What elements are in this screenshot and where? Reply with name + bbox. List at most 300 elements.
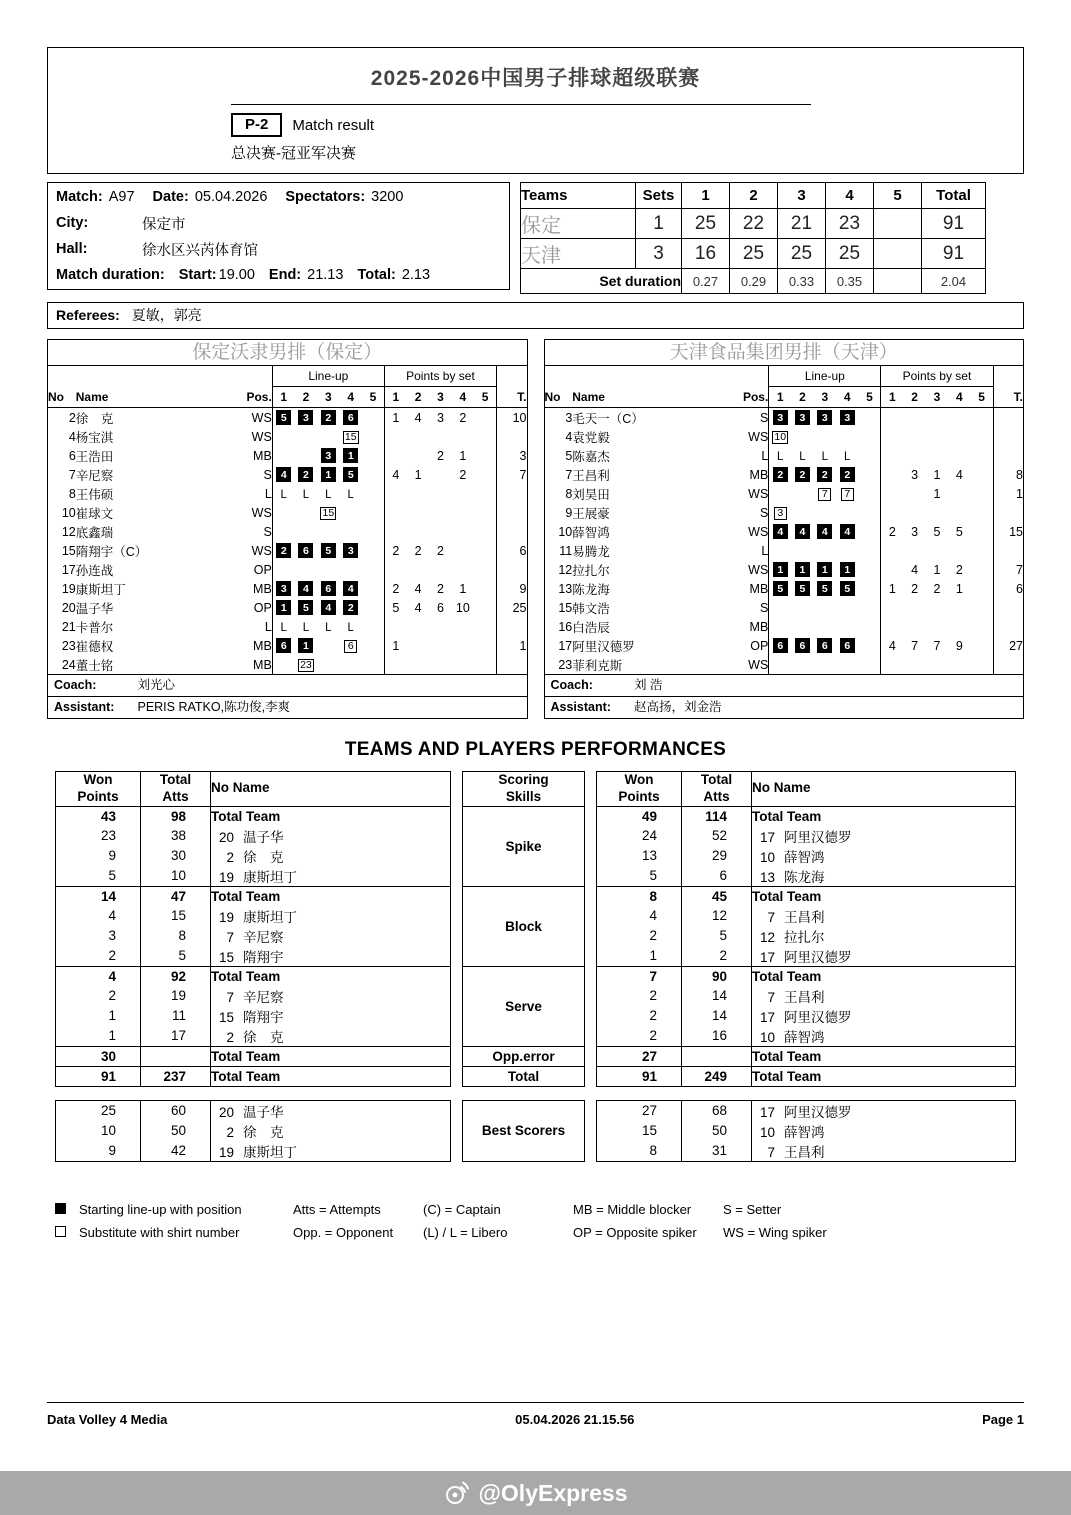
lineup-cell (362, 541, 384, 560)
points-by-set-cell (971, 598, 993, 617)
points-total-cell (497, 617, 527, 636)
points-by-set-cell (407, 617, 429, 636)
spacer (585, 926, 597, 946)
set-duration-value (874, 269, 922, 294)
lineup-cell (295, 427, 317, 446)
lineup-cell (317, 560, 339, 579)
away-total-atts: 114 (682, 806, 752, 826)
results-team-row (521, 239, 986, 269)
away-won-points: 27 (597, 1100, 682, 1121)
libero-marker: L (347, 621, 354, 634)
home-player-cell: Total Team (211, 806, 451, 826)
lineup-cell (769, 446, 791, 465)
points-by-set-cell (948, 408, 970, 428)
substitution-marker: 7 (818, 488, 831, 501)
coach-label: Coach: (550, 678, 593, 692)
starting-position-marker: 4 (795, 524, 810, 539)
spacer (585, 1006, 597, 1026)
player-name: 王伟硕 (75, 487, 114, 502)
team-title: 天津食品集团男排（天津） (545, 340, 1024, 366)
lineup-cell (791, 427, 813, 446)
away-total-atts: 16 (682, 1026, 752, 1047)
spacer (585, 1046, 597, 1066)
player-row (48, 484, 527, 503)
points-by-set-cell: 2 (933, 581, 941, 596)
stat-player-number: 10 (759, 1124, 775, 1140)
points-by-set-cell (407, 655, 429, 674)
home-player-cell (211, 1006, 451, 1026)
footer-app-name: Data Volley 4 Media (47, 1412, 168, 1427)
points-by-set-cell: 6 (436, 600, 444, 615)
assistant-row (48, 696, 527, 718)
total-value: 2.13 (401, 267, 431, 283)
won-points-header: Won Points (56, 772, 141, 807)
player-name: 薛智鸿 (572, 525, 610, 540)
player-position: MB (732, 579, 768, 598)
empty-cell (497, 366, 527, 387)
points-by-set-cell (429, 522, 451, 541)
points-by-set-cell (971, 655, 993, 674)
starting-position-marker: 3 (276, 581, 291, 596)
hall-line (56, 236, 501, 262)
player-row (48, 427, 527, 446)
lineup-cell (317, 636, 339, 655)
player-shirt-number: 23 (558, 657, 573, 672)
player-name: 阿里汉德罗 (572, 639, 635, 654)
points-by-set-cell (429, 465, 451, 484)
player-row (545, 446, 1024, 465)
starting-position-marker: 5 (298, 600, 313, 615)
won-points-header: Won Points (597, 772, 682, 807)
total-label: Total: (357, 267, 396, 283)
points-by-set-cell (474, 617, 496, 636)
city-value: 保定市 (142, 216, 186, 233)
away-won-points: 5 (597, 866, 682, 887)
lineup-cell (362, 522, 384, 541)
player-row (48, 541, 527, 560)
match-line (56, 184, 501, 210)
total-column-header: T. (497, 387, 527, 408)
points-by-set-cell: 2 (436, 581, 444, 596)
player-row (545, 598, 1024, 617)
points-total-cell: 7 (519, 467, 527, 482)
libero-marker: L (302, 621, 310, 634)
starting-position-marker: 6 (817, 638, 832, 653)
player-shirt-number: 3 (565, 410, 573, 425)
points-by-set-cell: 2 (955, 562, 963, 577)
performances-table (55, 771, 1016, 1087)
lineup-cell (791, 465, 813, 484)
starting-position-marker: 1 (840, 562, 855, 577)
spacer (451, 1141, 463, 1162)
points-total-cell: 1 (519, 638, 527, 653)
spacer (585, 906, 597, 926)
player-shirt-number: 7 (68, 467, 76, 482)
player-position: WS (732, 484, 768, 503)
coach-label: Coach: (54, 678, 97, 692)
player-shirt-number: 11 (559, 543, 573, 558)
away-total-atts (682, 1046, 752, 1066)
points-by-set-cell (407, 484, 429, 503)
referees-box (47, 302, 1024, 329)
spectators-value: 3200 (371, 189, 404, 205)
no-name-header: No Name (752, 772, 1016, 807)
away-total-atts: 52 (682, 826, 752, 846)
away-player-cell (752, 846, 1016, 866)
home-won-points: 2 (56, 986, 141, 1006)
points-by-set-cell: 4 (414, 600, 422, 615)
player-shirt-number: 10 (558, 524, 573, 539)
points-by-set-cell: 5 (955, 524, 963, 539)
stat-player-number: 2 (226, 1124, 234, 1140)
away-player-cell (752, 946, 1016, 967)
spacer (585, 946, 597, 967)
assistant-row (545, 696, 1024, 718)
player-name: 陈嘉杰 (572, 449, 610, 464)
player-shirt-number: 15 (61, 543, 76, 558)
points-by-set-cell (971, 560, 993, 579)
lineup-cell (272, 465, 294, 484)
results-column-header: Sets (636, 183, 682, 209)
player-row (48, 446, 527, 465)
assistant-label: Assistant: (550, 700, 611, 714)
points-by-set-cell (971, 408, 993, 428)
home-total-atts: 98 (141, 806, 211, 826)
stat-player-number: 10 (759, 1029, 775, 1045)
spacer (451, 946, 463, 967)
lineup-cell (814, 446, 836, 465)
starting-position-marker: 6 (773, 638, 788, 653)
title-divider (231, 104, 811, 105)
player-name: 隋翔宇（C） (75, 544, 148, 559)
starting-position-marker: 1 (298, 638, 313, 653)
player-shirt-number: 12 (558, 562, 573, 577)
results-set-score: 23 (826, 209, 874, 239)
points-total-cell: 3 (519, 448, 527, 463)
player-shirt-number: 23 (61, 638, 76, 653)
points-by-set-cell (881, 465, 903, 484)
home-total-atts (141, 1046, 211, 1066)
roster-column-header-row (545, 387, 1024, 408)
points-by-set-cell (881, 408, 903, 428)
player-name: 王浩田 (75, 449, 114, 464)
home-player-cell (211, 926, 451, 946)
away-player-cell: Total Team (752, 886, 1016, 906)
teams-row (47, 339, 1024, 719)
home-won-points: 91 (56, 1066, 141, 1086)
results-table (520, 182, 986, 294)
lineup-cell (814, 560, 836, 579)
performances-row (56, 1066, 1016, 1086)
lineup-cell (791, 503, 813, 522)
spacer (451, 846, 463, 866)
starting-position-marker: 5 (840, 581, 855, 596)
lineup-cell (791, 579, 813, 598)
player-name: 底鑫瑞 (75, 525, 114, 540)
results-sets-won: 3 (636, 239, 682, 269)
player-name: 陈龙海 (572, 582, 610, 597)
legend-atts: Atts = Attempts (293, 1201, 381, 1217)
lineup-cell (769, 655, 791, 674)
home-won-points: 4 (56, 966, 141, 986)
points-by-set-cell (903, 427, 925, 446)
results-sets-won: 1 (636, 209, 682, 239)
away-won-points: 49 (597, 806, 682, 826)
empty-cell (993, 366, 1023, 387)
starting-position-marker: 4 (276, 467, 291, 482)
lineup-cell (272, 560, 294, 579)
player-position: S (732, 503, 768, 522)
points-by-set-cell (474, 503, 496, 522)
home-won-points: 5 (56, 866, 141, 887)
home-won-points: 9 (56, 846, 141, 866)
player-shirt-number: 5 (565, 448, 573, 463)
starting-position-marker: 3 (343, 543, 358, 558)
lineup-cell (791, 541, 813, 560)
player-name: 韩文浩 (572, 601, 610, 616)
hall-value: 徐水区兴芮体育馆 (142, 242, 258, 259)
points-by-set-cell (452, 655, 474, 674)
legend-substitute: Substitute with shirt number (79, 1224, 240, 1240)
points-by-set-cell (971, 522, 993, 541)
substitution-marker: 6 (344, 640, 357, 653)
starting-position-marker: 3 (840, 410, 855, 425)
away-total-atts: 2 (682, 946, 752, 967)
points-by-set-cell (384, 655, 406, 674)
substitute-icon (55, 1225, 79, 1240)
home-won-points: 14 (56, 886, 141, 906)
away-total-atts: 249 (682, 1066, 752, 1086)
match-info-box (47, 182, 510, 290)
lineup-cell (362, 617, 384, 636)
player-shirt-number: 8 (68, 486, 76, 501)
results-set-score: 16 (682, 239, 730, 269)
stat-player-name: 阿里汉德罗 (784, 829, 852, 845)
results-column-header: 2 (730, 183, 778, 209)
lineup-cell (272, 484, 294, 503)
name-column-header: Name (76, 387, 236, 408)
points-by-set-cell (474, 408, 496, 428)
stat-player-name: 阿里汉德罗 (784, 1104, 852, 1120)
home-player-cell (211, 846, 451, 866)
stat-player-number: 17 (759, 829, 775, 845)
stat-player-name: 隋翔宇 (243, 949, 284, 965)
points-by-set-cell (971, 446, 993, 465)
lineup-cell (340, 598, 362, 617)
lineup-cell (769, 522, 791, 541)
stat-player-number: 7 (767, 989, 775, 1005)
home-player-cell (211, 826, 451, 846)
points-total-cell (497, 655, 527, 674)
lineup-cell (340, 636, 362, 655)
points-by-set-cell (452, 560, 474, 579)
player-name: 康斯坦丁 (75, 582, 126, 597)
lineup-cell (272, 655, 294, 674)
points-total-cell (497, 560, 527, 579)
player-name: 孙连战 (75, 563, 114, 578)
home-total-atts: 19 (141, 986, 211, 1006)
points-by-set-cell: 2 (436, 543, 444, 558)
report-label: Match result (292, 116, 375, 134)
home-total-atts: 47 (141, 886, 211, 906)
spacer (451, 1006, 463, 1026)
stat-player-name: 徐 克 (243, 849, 284, 865)
points-total-cell (497, 427, 527, 446)
home-won-points: 43 (56, 806, 141, 826)
away-player-cell (752, 926, 1016, 946)
points-total-cell (497, 503, 527, 522)
set-number-header: 5 (858, 387, 880, 408)
player-position: S (236, 522, 272, 541)
player-row (48, 598, 527, 617)
set-number-header: 1 (272, 387, 294, 408)
stat-player-number: 10 (759, 849, 775, 865)
stat-player-number: 20 (218, 829, 234, 845)
starting-position-marker: 2 (321, 410, 336, 425)
set-number-header: 2 (407, 387, 429, 408)
away-player-cell (752, 1006, 1016, 1026)
points-total-cell (993, 427, 1023, 446)
away-won-points: 27 (597, 1046, 682, 1066)
home-total-atts: 237 (141, 1066, 211, 1086)
set-number-header: 1 (769, 387, 791, 408)
player-shirt-number: 20 (61, 600, 76, 615)
points-total-cell (993, 598, 1023, 617)
away-won-points: 4 (597, 906, 682, 926)
performances-header-row (56, 772, 1016, 807)
points-by-set-cell (948, 617, 970, 636)
hall-label: Hall: (56, 241, 88, 257)
points-by-set-cell (384, 503, 406, 522)
points-by-set-cell: 2 (414, 543, 422, 558)
points-by-set-cell (474, 465, 496, 484)
player-row (48, 522, 527, 541)
lineup-cell (272, 522, 294, 541)
starting-position-marker: 4 (321, 600, 336, 615)
points-by-set-cell: 4 (888, 638, 896, 653)
player-shirt-number: 24 (61, 657, 76, 672)
city-label: City: (56, 215, 89, 231)
stat-player-number: 15 (218, 949, 234, 965)
away-total-atts: 6 (682, 866, 752, 887)
home-player-cell: Total Team (211, 1066, 451, 1086)
spacer (585, 986, 597, 1006)
lineup-cell (769, 427, 791, 446)
set-number-header: 5 (474, 387, 496, 408)
points-by-set-cell: 9 (955, 638, 963, 653)
libero-marker: L (799, 450, 806, 463)
watermark-handle: @OlyExpress (478, 1479, 628, 1506)
points-by-set-cell (452, 541, 474, 560)
away-won-points: 2 (597, 1026, 682, 1047)
spacer (585, 1026, 597, 1047)
points-total-cell (993, 408, 1023, 428)
points-by-set-cell (903, 446, 925, 465)
spacer (451, 1100, 463, 1121)
lineup-cell (317, 408, 339, 428)
points-by-set-cell: 1 (933, 486, 941, 501)
stat-player-number: 2 (226, 849, 234, 865)
lineup-cell (836, 484, 858, 503)
stat-player-number: 2 (226, 1029, 234, 1045)
lineup-cell (769, 465, 791, 484)
home-total-atts: 50 (141, 1121, 211, 1141)
lineup-header: Line-up (272, 366, 384, 387)
city-line (56, 210, 501, 236)
stat-player-number: 19 (218, 869, 234, 885)
points-by-set-cell: 7 (933, 638, 941, 653)
points-by-set-cell (474, 427, 496, 446)
lineup-cell (858, 522, 880, 541)
points-by-set-cell (452, 617, 474, 636)
player-position: MB (236, 655, 272, 674)
starting-position-marker: 5 (321, 543, 336, 558)
away-won-points: 1 (597, 946, 682, 967)
points-by-set-cell (474, 541, 496, 560)
points-by-set-cell (384, 427, 406, 446)
lineup-cell (858, 503, 880, 522)
stat-player-number: 7 (226, 929, 234, 945)
page-title: 2025-2026中国男子排球超级联赛 (370, 67, 701, 90)
away-won-points: 8 (597, 886, 682, 906)
lineup-cell (769, 503, 791, 522)
player-shirt-number: 8 (565, 486, 573, 501)
player-name: 拉扎尔 (572, 563, 610, 578)
lineup-cell (272, 617, 294, 636)
substitution-marker: 23 (300, 659, 312, 672)
points-by-set-cell (971, 636, 993, 655)
points-by-set-cell (429, 560, 451, 579)
points-total-cell: 1 (1016, 486, 1023, 501)
player-name: 辛尼察 (75, 468, 114, 483)
results-set-score (874, 209, 922, 239)
lineup-cell (317, 522, 339, 541)
points-by-set-cell: 1 (888, 581, 896, 596)
player-position: WS (732, 522, 768, 541)
substitution-marker: 15 (322, 507, 335, 520)
points-by-set-cell (407, 503, 429, 522)
player-position: MB (236, 446, 272, 465)
stat-player-name: 康斯坦丁 (243, 1144, 297, 1160)
points-by-set-cell (474, 579, 496, 598)
player-shirt-number: 19 (61, 581, 76, 596)
home-total-atts: 38 (141, 826, 211, 846)
coach-name: 刘 浩 (633, 678, 663, 692)
points-by-set-header: Points by set (384, 366, 496, 387)
spacer (585, 1066, 597, 1086)
lineup-cell (295, 560, 317, 579)
player-row (545, 484, 1024, 503)
starting-position-marker: 5 (276, 410, 291, 425)
player-row (545, 655, 1024, 674)
set-number-header: 2 (791, 387, 813, 408)
spacer (451, 986, 463, 1006)
lineup-cell (340, 617, 362, 636)
lineup-cell (340, 446, 362, 465)
spacer (585, 826, 597, 846)
points-by-set-cell (407, 446, 429, 465)
points-by-set-cell (948, 655, 970, 674)
set-duration-value: 0.33 (778, 269, 826, 294)
player-name: 崔德权 (75, 639, 114, 654)
lineup-cell (814, 484, 836, 503)
empty-cell (48, 366, 272, 387)
points-by-set-cell (948, 484, 970, 503)
start-label: Start: (178, 267, 217, 283)
lineup-cell (362, 598, 384, 617)
performances-row (56, 806, 1016, 826)
points-by-set-cell: 1 (392, 638, 400, 653)
